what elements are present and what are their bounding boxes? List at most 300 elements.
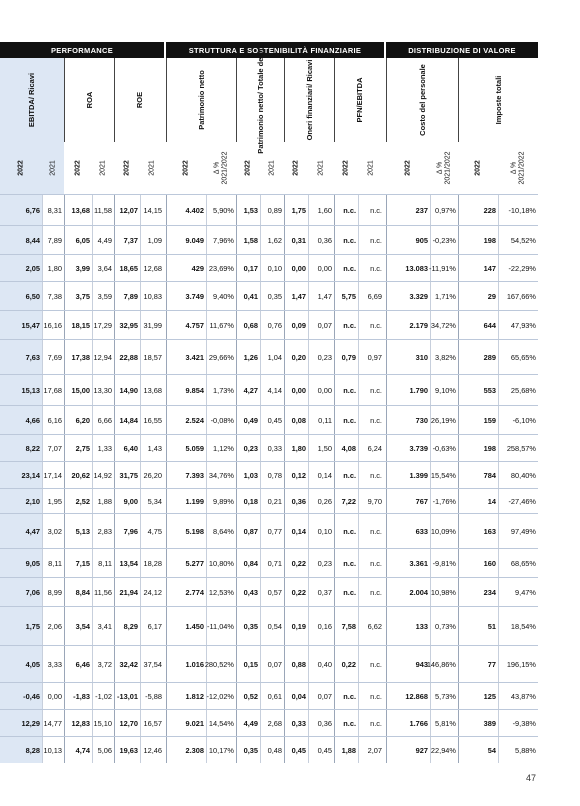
table-cell: 11,67% <box>206 311 236 339</box>
metric-header-8 <box>458 58 539 142</box>
table-cell: 160 <box>458 549 498 577</box>
table-cell: 0,11 <box>308 406 334 434</box>
table-row <box>0 548 538 577</box>
table-cell: n.c. <box>358 375 384 405</box>
table-cell: 5,81% <box>430 710 458 736</box>
table-cell: 1,53 <box>236 195 260 225</box>
table-cell: 2,68 <box>260 710 284 736</box>
table-cell: n.c. <box>334 406 358 434</box>
table-cell: 0,97% <box>430 195 458 225</box>
table-cell: 15,13 <box>21 385 40 395</box>
table-cell: 17,14 <box>42 462 64 488</box>
table-cell: n.c. <box>358 255 384 281</box>
table-cell: 23,69% <box>206 255 236 281</box>
table-cell: 15,00 <box>64 375 92 405</box>
table-cell: 4,14 <box>260 375 284 405</box>
table-cell: 6,24 <box>358 435 384 461</box>
table-cell: 14,84 <box>114 406 140 434</box>
table-cell: 1.450 <box>166 607 206 645</box>
metric-header-1 <box>64 58 115 142</box>
table-cell: 0,76 <box>260 311 284 339</box>
table-cell: 16,57 <box>140 710 164 736</box>
table-cell: n.c. <box>358 646 384 682</box>
table-cell: 2.179 <box>386 311 430 339</box>
table-cell: 13,30 <box>92 375 114 405</box>
table-cell: 13,68 <box>64 195 92 225</box>
metric-label: Imposte totali <box>494 75 503 125</box>
table-cell: 5.198 <box>166 514 206 548</box>
table-cell: 1.399 <box>386 462 430 488</box>
table-cell: 0,73% <box>430 607 458 645</box>
table-cell: 553 <box>458 375 498 405</box>
table-cell: 0,16 <box>308 607 334 645</box>
table-cell: 0,52 <box>236 683 260 709</box>
table-cell: 17,38 <box>64 340 92 374</box>
table-cell: 1,62 <box>260 226 284 254</box>
table-cell: n.c. <box>358 311 384 339</box>
year-2022-label: 2022 <box>404 160 412 176</box>
table-cell: 0,35 <box>236 737 260 763</box>
table-cell: 10,80% <box>206 549 236 577</box>
table-cell: 0,07 <box>308 311 334 339</box>
table-row <box>0 513 538 548</box>
table-cell: 289 <box>458 340 498 374</box>
year-header-cell <box>166 142 206 194</box>
table-cell: 12,68 <box>140 255 164 281</box>
metric-label: Costo del personale <box>418 64 427 136</box>
table-cell: 6,76 <box>25 205 40 215</box>
year-header-cell <box>206 142 236 194</box>
table-cell: 0,40 <box>308 646 334 682</box>
table-cell: 4,08 <box>334 435 358 461</box>
table-cell: 54 <box>458 737 498 763</box>
table-cell: 6,62 <box>358 607 384 645</box>
table-cell: 9,10% <box>430 375 458 405</box>
table-cell: 32,95 <box>114 311 140 339</box>
table-cell: 3.421 <box>166 340 206 374</box>
table-cell: 0,10 <box>308 514 334 548</box>
delta-period: 2021/2022 <box>444 151 451 185</box>
table-cell: 15,10 <box>92 710 114 736</box>
table-cell: 234 <box>458 578 498 606</box>
table-cell: 1,26 <box>236 340 260 374</box>
table-cell: 0,33 <box>260 435 284 461</box>
table-cell: n.c. <box>358 195 384 225</box>
table-cell: 8,11 <box>42 549 64 577</box>
table-cell: 18,28 <box>140 549 164 577</box>
table-cell: n.c. <box>358 406 384 434</box>
table-cell: 4,27 <box>236 375 260 405</box>
metric-label: EBITDA/ Ricavi <box>27 72 36 128</box>
table-row <box>0 194 538 225</box>
table-cell: 0,07 <box>260 646 284 682</box>
table-cell: 125 <box>458 683 498 709</box>
page-number: 47 <box>526 773 537 783</box>
table-cell: 0,22 <box>284 549 308 577</box>
table-cell: 4,49 <box>92 226 114 254</box>
year-header-cell <box>114 142 140 194</box>
table-cell: 1.790 <box>386 375 430 405</box>
table-cell: 258,57% <box>498 435 538 461</box>
table-row <box>0 606 538 645</box>
table-cell: 0,89 <box>260 195 284 225</box>
table-cell: -9,81% <box>430 549 458 577</box>
delta-period: 2021/2022 <box>518 151 525 185</box>
year-2021-label: 2021 <box>49 160 57 176</box>
table-cell: 22,94% <box>430 737 458 763</box>
table-cell: 0,09 <box>284 311 308 339</box>
table-cell: 784 <box>458 462 498 488</box>
table-cell: 0,07 <box>308 683 334 709</box>
table-cell: 2,52 <box>64 489 92 513</box>
table-cell: 12,94 <box>92 340 114 374</box>
table-cell: -0,63% <box>430 435 458 461</box>
table-cell: 5,13 <box>64 514 92 548</box>
year-header-cell <box>386 142 430 194</box>
table-cell: 12,29 <box>21 718 40 728</box>
table-cell: 0,49 <box>236 406 260 434</box>
table-cell: 31,75 <box>114 462 140 488</box>
table-cell: 1,04 <box>260 340 284 374</box>
table-cell: 12,07 <box>114 195 140 225</box>
table-cell: 0,18 <box>236 489 260 513</box>
table-cell: 3,99 <box>64 255 92 281</box>
table-cell: 26,19% <box>430 406 458 434</box>
table-cell: 1,03 <box>236 462 260 488</box>
table-cell: 2.004 <box>386 578 430 606</box>
table-cell: 5,75 <box>334 282 358 310</box>
table-cell: -0,08% <box>206 406 236 434</box>
year-header-cell <box>0 142 42 194</box>
table-cell: -11,04% <box>206 607 236 645</box>
table-cell: 2,75 <box>64 435 92 461</box>
table-cell: -12,02% <box>206 683 236 709</box>
year-header-cell <box>236 142 260 194</box>
table-cell: n.c. <box>358 462 384 488</box>
table-cell: 1,58 <box>236 226 260 254</box>
table-cell: -1,02 <box>92 683 114 709</box>
table-cell: 2,10 <box>25 496 40 506</box>
section-header-strip <box>0 42 538 58</box>
table-cell: 19,63 <box>114 737 140 763</box>
table-cell: 18,57 <box>140 340 164 374</box>
metric-label: ROA <box>85 91 94 109</box>
table-cell: n.c. <box>358 549 384 577</box>
delta-label <box>214 151 229 184</box>
table-cell: 6,17 <box>140 607 164 645</box>
table-cell: 1,88 <box>92 489 114 513</box>
table-cell: 1,75 <box>25 621 40 631</box>
table-cell: 16,55 <box>140 406 164 434</box>
table-cell: 10,09% <box>430 514 458 548</box>
table-cell: 0,00 <box>284 255 308 281</box>
table-cell: 0,00 <box>308 255 334 281</box>
table-cell: 0,08 <box>284 406 308 434</box>
table-cell: 7,89 <box>42 226 64 254</box>
table-cell: n.c. <box>334 710 358 736</box>
table-cell: 5,06 <box>92 737 114 763</box>
table-cell: 1.016 <box>166 646 206 682</box>
table-cell: 0,57 <box>260 578 284 606</box>
table-cell: 0,14 <box>308 462 334 488</box>
table-cell: 1,73% <box>206 375 236 405</box>
table-cell: 0,15 <box>236 646 260 682</box>
table-cell: 0,43 <box>236 578 260 606</box>
table-cell: 196,15% <box>498 646 538 682</box>
table-cell: n.c. <box>358 514 384 548</box>
table-cell: 237 <box>386 195 430 225</box>
table-cell: 1,80 <box>284 435 308 461</box>
table-cell: 13,68 <box>140 375 164 405</box>
table-cell: 0,19 <box>284 607 308 645</box>
table-cell: 2,83 <box>92 514 114 548</box>
metric-label: Oneri finanziari/ Ricavi <box>305 59 314 141</box>
table-cell: n.c. <box>334 578 358 606</box>
table-cell: 3,54 <box>64 607 92 645</box>
table-row <box>0 225 538 254</box>
table-cell: 21,94 <box>114 578 140 606</box>
table-cell: 43,87% <box>498 683 538 709</box>
table-cell: 10,98% <box>430 578 458 606</box>
table-cell: 0,33 <box>284 710 308 736</box>
year-2021-label: 2021 <box>317 160 325 176</box>
table-cell: 3,41 <box>92 607 114 645</box>
year-header-cell <box>498 142 538 194</box>
table-cell: 0,68 <box>236 311 260 339</box>
table-cell: 3,33 <box>42 646 64 682</box>
table-cell: 18,65 <box>114 255 140 281</box>
year-header-cell <box>430 142 458 194</box>
delta-symbol: Δ % <box>510 161 518 175</box>
table-cell: 10,17% <box>206 737 236 763</box>
table-cell: 7,06 <box>25 587 40 597</box>
table-cell: 0,87 <box>236 514 260 548</box>
table-row <box>0 281 538 310</box>
table-cell: 1.766 <box>386 710 430 736</box>
table-cell: 4,05 <box>25 659 40 669</box>
table-cell: 1,09 <box>140 226 164 254</box>
table-cell: 77 <box>458 646 498 682</box>
table-cell: 4.402 <box>166 195 206 225</box>
table-cell: 3.749 <box>166 282 206 310</box>
metric-header-5 <box>284 58 335 142</box>
table-cell: 0,00 <box>42 683 64 709</box>
table-cell: 20,62 <box>64 462 92 488</box>
table-row <box>0 736 538 763</box>
table-cell: 2.774 <box>166 578 206 606</box>
table-cell: 0,54 <box>260 607 284 645</box>
year-2022-label: 2022 <box>17 160 25 176</box>
table-cell: 4.757 <box>166 311 206 339</box>
year-header-cell <box>92 142 114 194</box>
table-cell: 0,36 <box>284 489 308 513</box>
table-cell: 1,47 <box>284 282 308 310</box>
table-cell: 15,47 <box>21 320 40 330</box>
table-cell: 65,65% <box>498 340 538 374</box>
table-cell: 0,41 <box>236 282 260 310</box>
table-cell: 54,52% <box>498 226 538 254</box>
table-cell: 8,28 <box>25 745 40 755</box>
table-row <box>0 682 538 709</box>
table-cell: 1,71% <box>430 282 458 310</box>
table-cell: 198 <box>458 226 498 254</box>
table-cell: 17,68 <box>42 375 64 405</box>
table-cell: 47,93% <box>498 311 538 339</box>
table-cell: 147 <box>458 255 498 281</box>
table-cell: 3,75 <box>64 282 92 310</box>
table-cell: 0,21 <box>260 489 284 513</box>
year-header-cell <box>42 142 64 194</box>
table-cell: 0,23 <box>308 340 334 374</box>
table-cell: 163 <box>458 514 498 548</box>
table-cell: 14,77 <box>42 710 64 736</box>
table-cell: -0,23% <box>430 226 458 254</box>
table-cell: 198 <box>458 435 498 461</box>
table-cell: 2,05 <box>25 263 40 273</box>
table-cell: 10,83 <box>140 282 164 310</box>
table-cell: 159 <box>458 406 498 434</box>
table-cell: 7,07 <box>42 435 64 461</box>
table-cell: 4,66 <box>25 415 40 425</box>
table-cell: 12,83 <box>64 710 92 736</box>
table-cell: 6,69 <box>358 282 384 310</box>
table-cell: 1,88 <box>334 737 358 763</box>
table-cell: n.c. <box>358 226 384 254</box>
table-cell: 280,52% <box>206 646 236 682</box>
table-cell: 0,45 <box>260 406 284 434</box>
year-header-cell <box>284 142 308 194</box>
table-row <box>0 374 538 405</box>
table-cell: n.c. <box>334 514 358 548</box>
metric-label: PFN/EBITDA <box>355 77 364 123</box>
section-performance: PERFORMANCE <box>0 42 164 58</box>
year-2022-label: 2022 <box>123 160 131 176</box>
table-cell: 97,49% <box>498 514 538 548</box>
year-2021-label: 2021 <box>148 160 156 176</box>
table-cell: 8,64% <box>206 514 236 548</box>
table-cell: 0,77 <box>260 514 284 548</box>
table-cell: 32,42 <box>114 646 140 682</box>
table-cell: 31,99 <box>140 311 164 339</box>
table-cell: 7,58 <box>334 607 358 645</box>
table-cell: 0,22 <box>334 646 358 682</box>
table-cell: 9,00 <box>114 489 140 513</box>
table-row <box>0 405 538 434</box>
table-row <box>0 645 538 682</box>
table-cell: 8,29 <box>114 607 140 645</box>
table-cell: 5,34 <box>140 489 164 513</box>
table-cell: 5.059 <box>166 435 206 461</box>
metric-header-3 <box>166 58 237 142</box>
year-2022-label: 2022 <box>292 160 300 176</box>
table-cell: 3.361 <box>386 549 430 577</box>
table-cell: 22,88 <box>114 340 140 374</box>
table-cell: -10,18% <box>498 195 538 225</box>
table-cell: -6,10% <box>498 406 538 434</box>
table-cell: 11,58 <box>92 195 114 225</box>
table-cell: 12.868 <box>386 683 430 709</box>
table-row <box>0 254 538 281</box>
table-cell: 905 <box>386 226 430 254</box>
table-cell: 3,02 <box>42 514 64 548</box>
table-cell: 1.199 <box>166 489 206 513</box>
table-cell: 0,26 <box>308 489 334 513</box>
table-cell: -13,01 <box>114 683 140 709</box>
table-cell: 633 <box>386 514 430 548</box>
table-cell: -1,76% <box>430 489 458 513</box>
year-header-cell <box>260 142 284 194</box>
table-cell: 0,00 <box>308 375 334 405</box>
table-cell: 6,46 <box>64 646 92 682</box>
year-header-cell <box>64 142 92 194</box>
table-cell: 24,12 <box>140 578 164 606</box>
table-cell: 37,54 <box>140 646 164 682</box>
table-cell: 9,05 <box>25 558 40 568</box>
table-cell: 10,13 <box>42 737 64 763</box>
table-row <box>0 488 538 513</box>
table-cell: n.c. <box>358 578 384 606</box>
year-header-cell <box>458 142 498 194</box>
table-cell: 80,40% <box>498 462 538 488</box>
table-cell: 429 <box>166 255 206 281</box>
table-cell: 9,40% <box>206 282 236 310</box>
table-cell: 25,68% <box>498 375 538 405</box>
table-cell: -22,29% <box>498 255 538 281</box>
year-header-cell <box>358 142 384 194</box>
table-cell: -27,46% <box>498 489 538 513</box>
table-cell: n.c. <box>334 311 358 339</box>
table-cell: 389 <box>458 710 498 736</box>
table-cell: 9,89% <box>206 489 236 513</box>
table-cell: 14,15 <box>140 195 164 225</box>
table-cell: 7,37 <box>114 226 140 254</box>
table-cell: 1,80 <box>42 255 64 281</box>
table-cell: 0,37 <box>308 578 334 606</box>
table-cell: 34,76% <box>206 462 236 488</box>
table-cell: 0,00 <box>284 375 308 405</box>
table-row <box>0 434 538 461</box>
table-cell: 12,70 <box>114 710 140 736</box>
table-cell: 2.308 <box>166 737 206 763</box>
table-cell: 7,89 <box>114 282 140 310</box>
table-cell: 0,10 <box>260 255 284 281</box>
table-cell: 18,15 <box>64 311 92 339</box>
table-row <box>0 709 538 736</box>
table-cell: 18,54% <box>498 607 538 645</box>
table-cell: 0,71 <box>260 549 284 577</box>
table-cell: 6,66 <box>92 406 114 434</box>
metric-label: Patrimonio netto/ Totale debiti <box>256 46 265 154</box>
year-header-cell <box>334 142 358 194</box>
table-cell: 1,33 <box>92 435 114 461</box>
table-cell: 0,45 <box>308 737 334 763</box>
table-cell: 3,72 <box>92 646 114 682</box>
table-cell: 644 <box>458 311 498 339</box>
table-cell: 9,70 <box>358 489 384 513</box>
table-cell: -5,88 <box>140 683 164 709</box>
table-cell: 6,16 <box>42 406 64 434</box>
table-cell: 0,84 <box>236 549 260 577</box>
table-cell: 0,36 <box>308 226 334 254</box>
table-cell: 5.277 <box>166 549 206 577</box>
table-cell: 1,60 <box>308 195 334 225</box>
table-cell: 2.524 <box>166 406 206 434</box>
table-row <box>0 339 538 374</box>
table-cell: 3,59 <box>92 282 114 310</box>
table-cell: 29 <box>458 282 498 310</box>
table-cell: 7,15 <box>64 549 92 577</box>
table-cell: 3.739 <box>386 435 430 461</box>
